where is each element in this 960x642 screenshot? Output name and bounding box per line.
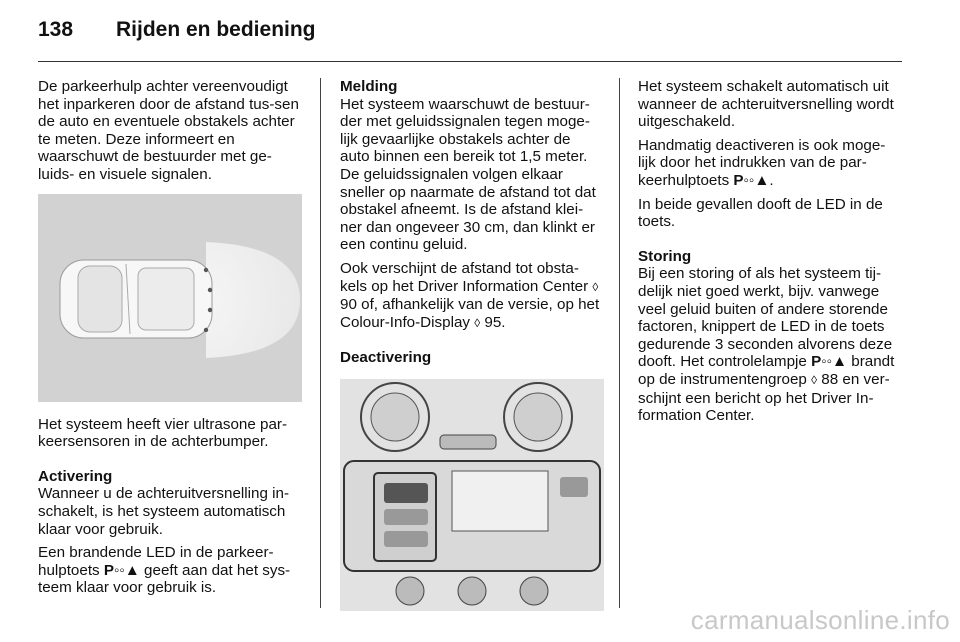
storing-paragraph: Bij een storing of als het systeem tij-delijk niet goed werkt, bijv. vanwege veel geluid buiten of andere storende factoren, knippert de LED in de toets gedurende 3 seconden alvorens deze dooft. Het controlelampje P◦◦▲ brandt op de instrumentengroep ◊ 88 en ver-schijnt een bericht op het Driver In-formation Center. <box>638 265 895 425</box>
activering-heading: Activering <box>38 467 113 485</box>
sensors-paragraph: Het systeem heeft vier ultrasone par-keersensoren in de achterbumper. <box>38 415 288 451</box>
deactivering-heading: Deactivering <box>340 349 432 367</box>
column-1 <box>38 78 302 603</box>
melding-paragraph: Het systeem waarschuwt de bestuur-der met geluidssignalen tegen moge-lijk gevaarlijke obstakels achter de auto binnen een bereik tot 1,5 meter. De geluidssignalen volgen elkaar sneller op naarmate de afstand tot dat obstakel afneemt. Is de afstand klei-ner dan ongeveer 30 cm, dan klinkt er een continu geluid. <box>340 95 596 254</box>
xref-icon: ◊ <box>592 279 599 294</box>
parking-assist-icon: P◦◦▲ <box>733 171 770 189</box>
parking-assist-icon: P◦◦▲ <box>811 353 848 371</box>
led-paragraph: Een brandende LED in de parkeer-hulptoets P◦◦▲ geeft aan dat het sys-teem klaar voor gebruik is. <box>38 544 291 597</box>
page-number: 138 <box>38 18 74 41</box>
column-divider <box>320 78 321 608</box>
activering-paragraph: Wanneer u de achteruitversnelling in-schakelt, is het systeem automatisch klaar voor gebruik. <box>38 485 290 538</box>
column-3 <box>638 78 902 431</box>
rear-sensor-illustration <box>38 194 302 402</box>
manual-paragraph: Handmatig deactiveren is ook moge-lijk door het indrukken van de par-keerhulptoets P◦◦▲. <box>638 136 886 189</box>
led-off-paragraph: In beide gevallen dooft de LED in de toets. <box>638 195 883 231</box>
storing-heading: Storing <box>638 247 692 265</box>
page-title: Rijden en bediening <box>116 18 316 41</box>
header-rule <box>38 61 902 62</box>
parking-assist-icon: P◦◦▲ <box>103 561 140 579</box>
intro-paragraph: De parkeerhulp achter vereenvoudigt het inparkeren door de afstand tus-sen de auto en eventuele obstakels achter te meten. Deze informeert en waarschuwt de bestuurder met ge-luids- en visuele signalen. <box>38 78 299 183</box>
melding-heading: Melding <box>340 78 398 95</box>
dashboard-illustration <box>340 379 604 611</box>
car-top-view-icon <box>38 194 302 402</box>
watermark: carmanualsonline.info <box>690 605 950 635</box>
display-paragraph: Ook verschijnt de afstand tot obsta-kels op het Driver Information Center ◊ 90 of, afhankelijk van de versie, op het Colour-Info-Display ◊ 95. <box>340 259 600 331</box>
xref-icon: ◊ <box>811 372 818 387</box>
column-divider <box>619 78 620 608</box>
auto-off-paragraph: Het systeem schakelt automatisch uit wanneer de achteruitversnelling wordt uitgeschakeld. <box>638 78 894 131</box>
dashboard-icon <box>340 379 604 611</box>
column-2 <box>340 78 604 611</box>
page-header <box>38 18 316 48</box>
xref-icon: ◊ <box>474 315 481 330</box>
